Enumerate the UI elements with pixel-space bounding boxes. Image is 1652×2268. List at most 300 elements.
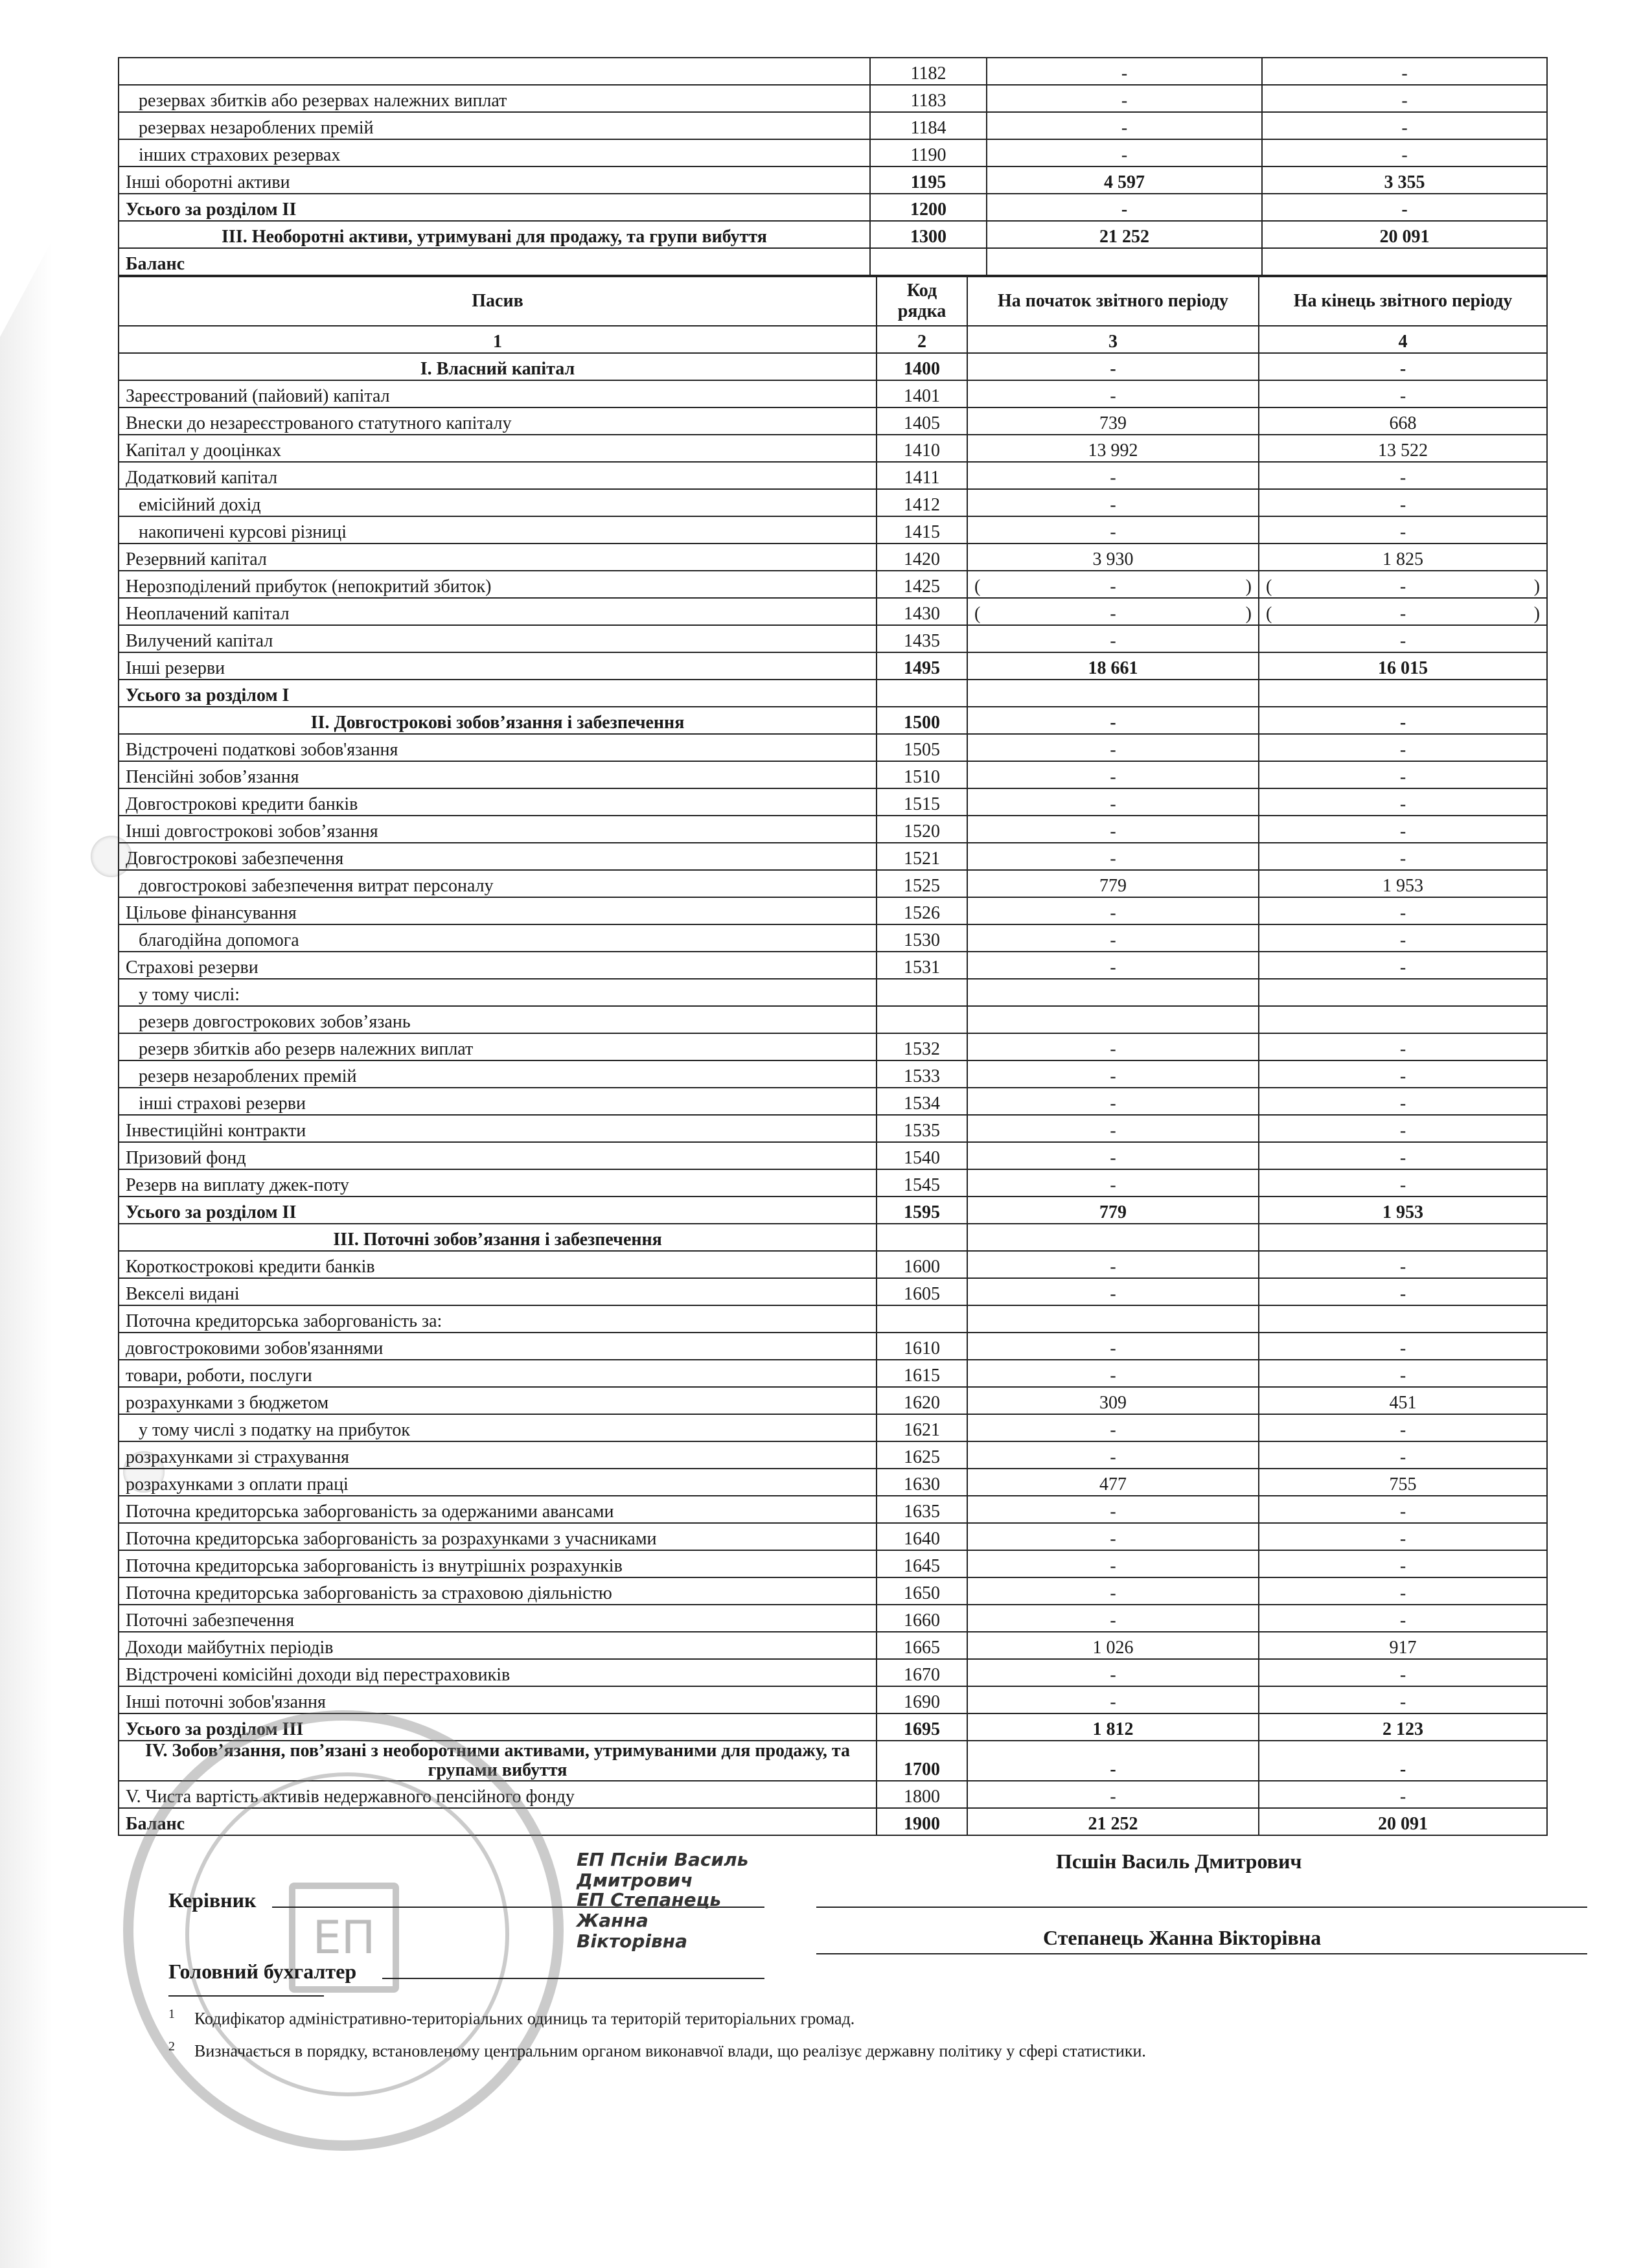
- row-label: II. Довгострокові зобов’язання і забезпечення: [119, 707, 877, 734]
- value-end: -: [1262, 112, 1547, 139]
- table-row: [119, 979, 1547, 1006]
- row-code: 1650: [877, 1577, 967, 1605]
- esign-line: Вікторівна: [577, 1930, 688, 1952]
- row-code: 1401: [877, 380, 967, 407]
- table-row: [119, 1469, 1547, 1496]
- row-label: довгострокові забезпечення витрат персоналу: [119, 870, 877, 897]
- table-row: [119, 1577, 1547, 1605]
- table-row: [119, 1197, 1547, 1224]
- value-end: -: [1259, 952, 1547, 979]
- row-code: 1435: [877, 625, 967, 652]
- row-code: 1510: [877, 761, 967, 788]
- row-label: накопичені курсові різниці: [119, 516, 877, 544]
- row-label: Поточна кредиторська заборгованість за страховою діяльністю: [119, 1577, 877, 1605]
- value-start: -: [967, 1577, 1259, 1605]
- row-label: Нерозподілений прибуток (непокритий збиток): [119, 571, 877, 598]
- table-row: [119, 707, 1547, 734]
- row-code: 1530: [877, 924, 967, 952]
- value-end: -: [1259, 462, 1547, 489]
- value-end: -: [1259, 1523, 1547, 1550]
- footnotes: [168, 1995, 1561, 2071]
- row-label: Векселі видані: [119, 1278, 877, 1305]
- table-row: [119, 761, 1547, 788]
- value-end: 13 522: [1259, 435, 1547, 462]
- row-code: 1195: [870, 166, 987, 194]
- row-code: 1415: [877, 516, 967, 544]
- value-start: -: [967, 1169, 1259, 1197]
- value-start: -: [967, 1251, 1259, 1278]
- value-end: -: [1259, 707, 1547, 734]
- value-start: -: [967, 516, 1259, 544]
- row-label: Інвестиційні контракти: [119, 1115, 877, 1142]
- value-end: [1259, 979, 1547, 1006]
- table-row: [119, 85, 1547, 112]
- value-end: -: [1259, 1278, 1547, 1305]
- value-end: [1259, 598, 1547, 625]
- director-name-line: [816, 1907, 1587, 1908]
- table-row: [119, 1088, 1547, 1115]
- value-start: 779: [967, 1197, 1259, 1224]
- value-end: -: [1259, 1115, 1547, 1142]
- row-code: [877, 1224, 967, 1251]
- accountant-name-line: [816, 1953, 1587, 1954]
- row-label: Доходи майбутніх періодів: [119, 1632, 877, 1659]
- value-end: -: [1259, 1414, 1547, 1441]
- value-start: [967, 979, 1259, 1006]
- value-start: -: [967, 734, 1259, 761]
- row-code: 1635: [877, 1496, 967, 1523]
- value-start: -: [967, 462, 1259, 489]
- row-label: Усього за розділом II: [119, 194, 870, 221]
- row-label: Довгострокові забезпечення: [119, 843, 877, 870]
- table-row: [119, 407, 1547, 435]
- table-row: [119, 1550, 1547, 1577]
- value-start: 21 252: [967, 1808, 1259, 1835]
- value-end: -: [1262, 194, 1547, 221]
- row-label: емісійний дохід: [119, 489, 877, 516]
- row-code: 1610: [877, 1333, 967, 1360]
- row-label: резерв незароблених премій: [119, 1060, 877, 1088]
- value-end: [1259, 1305, 1547, 1333]
- table-row: [119, 194, 1547, 221]
- value-end: -: [1262, 139, 1547, 166]
- value-start: [967, 598, 1259, 625]
- table-row: [119, 248, 1547, 275]
- accountant-label: Головний бухгалтер: [168, 1960, 357, 1983]
- table-row: [119, 1686, 1547, 1713]
- row-label: Баланс: [119, 1808, 877, 1835]
- esign-line: ЕП Псніи Василь: [577, 1849, 749, 1870]
- value-start: 739: [967, 407, 1259, 435]
- value-end: -: [1259, 761, 1547, 788]
- value-end: [1259, 680, 1547, 707]
- row-label: Відстрочені податкові зобов'язання: [119, 734, 877, 761]
- value-start: 779: [967, 870, 1259, 897]
- value-start: -: [967, 1088, 1259, 1115]
- value-start: -: [967, 843, 1259, 870]
- value-start: -: [987, 58, 1262, 85]
- row-label: [119, 58, 870, 85]
- value-end: 1 953: [1259, 1197, 1547, 1224]
- value-end: -: [1259, 788, 1547, 816]
- value-end: -: [1259, 1741, 1547, 1781]
- table-row: [119, 516, 1547, 544]
- paren-close: ): [1533, 604, 1540, 624]
- value-end: -: [1259, 1033, 1547, 1060]
- row-code: 1532: [877, 1033, 967, 1060]
- row-label: Поточна кредиторська заборгованість за:: [119, 1305, 877, 1333]
- value-end: 2 123: [1259, 1713, 1547, 1741]
- footnote-number: 2: [168, 2039, 175, 2054]
- table-row: [119, 952, 1547, 979]
- table-row: [119, 221, 1547, 248]
- row-label: резерв довгострокових зобов’язань: [119, 1006, 877, 1033]
- row-code: 1405: [877, 407, 967, 435]
- table-row: [119, 924, 1547, 952]
- row-code: [877, 1006, 967, 1033]
- value-end: -: [1259, 1142, 1547, 1169]
- value-start: -: [967, 707, 1259, 734]
- table-row: [119, 652, 1547, 680]
- value-start: -: [967, 1523, 1259, 1550]
- esign-line: Дмитрович: [577, 1870, 693, 1891]
- row-label: Усього за розділом I: [119, 680, 877, 707]
- row-code: 1430: [877, 598, 967, 625]
- value-end: -: [1259, 516, 1547, 544]
- header-passive: Пасив: [119, 277, 877, 326]
- row-label: розрахунками з оплати праці: [119, 1469, 877, 1496]
- value-start: -: [967, 1414, 1259, 1441]
- row-label: у тому числі з податку на прибуток: [119, 1414, 877, 1441]
- value-start: [967, 1224, 1259, 1251]
- row-code: 1535: [877, 1115, 967, 1142]
- table-row: [119, 680, 1547, 707]
- table-row: [119, 1251, 1547, 1278]
- table-row: [119, 1659, 1547, 1686]
- value-end: 917: [1259, 1632, 1547, 1659]
- value-end: -: [1259, 1060, 1547, 1088]
- row-code: 1515: [877, 788, 967, 816]
- paren-open: (: [974, 604, 981, 624]
- table-row: [119, 1632, 1547, 1659]
- value-end: -: [1259, 924, 1547, 952]
- table-row: [119, 1414, 1547, 1441]
- value-end: 20 091: [1259, 1808, 1547, 1835]
- row-label: Резерв на виплату джек-поту: [119, 1169, 877, 1197]
- value-end-text: -: [1399, 577, 1406, 597]
- value-end: 16 015: [1259, 652, 1547, 680]
- row-code: 1800: [877, 1781, 967, 1808]
- value-end: 20 091: [1262, 221, 1547, 248]
- value-end: -: [1259, 1659, 1547, 1686]
- row-label: Поточна кредиторська заборгованість із внутрішніх розрахунків: [119, 1550, 877, 1577]
- row-code: 1505: [877, 734, 967, 761]
- row-code: 1400: [877, 353, 967, 380]
- value-start: -: [967, 1033, 1259, 1060]
- row-code: 1605: [877, 1278, 967, 1305]
- row-label: I. Власний капітал: [119, 353, 877, 380]
- row-label: Інші оборотні активи: [119, 166, 870, 194]
- table-row: [119, 1605, 1547, 1632]
- value-end: -: [1259, 1441, 1547, 1469]
- director-esign: [577, 1850, 748, 1891]
- value-end: 668: [1259, 407, 1547, 435]
- table-row: [119, 625, 1547, 652]
- row-code: 1184: [870, 112, 987, 139]
- footnote-text: Кодифікатор адміністративно-територіальних одиниць та територій територіальних громад.: [194, 2009, 855, 2028]
- value-start: 18 661: [967, 652, 1259, 680]
- esign-line: Жанна: [577, 1910, 648, 1931]
- row-label: IV. Зобов’язання, пов’язані з необоротними активами, утримуваними для продажу, та групами вибуття: [119, 1741, 877, 1781]
- value-start: 1 812: [967, 1713, 1259, 1741]
- row-code: 1500: [877, 707, 967, 734]
- value-end: -: [1259, 1781, 1547, 1808]
- row-code: 1521: [877, 843, 967, 870]
- paren-close: ): [1245, 577, 1252, 597]
- value-start: 21 252: [987, 221, 1262, 248]
- value-start: [967, 571, 1259, 598]
- row-label: Інші довгострокові зобов’язання: [119, 816, 877, 843]
- row-code: 1620: [877, 1387, 967, 1414]
- table-row: [119, 897, 1547, 924]
- row-label: Довгострокові кредити банків: [119, 788, 877, 816]
- table-row: [119, 1523, 1547, 1550]
- value-end: -: [1259, 353, 1547, 380]
- value-start: -: [967, 924, 1259, 952]
- table-row: [119, 353, 1547, 380]
- table-row: [119, 1006, 1547, 1033]
- row-code: [877, 1305, 967, 1333]
- value-end: 451: [1259, 1387, 1547, 1414]
- row-label: Поточні забезпечення: [119, 1605, 877, 1632]
- table-row: [119, 544, 1547, 571]
- row-label: III. Необоротні активи, утримувані для продажу, та групи вибуття: [119, 221, 870, 248]
- value-start: -: [967, 1441, 1259, 1469]
- value-start: -: [987, 112, 1262, 139]
- row-label: III. Поточні зобов’язання і забезпечення: [119, 1224, 877, 1251]
- table-row: [119, 1060, 1547, 1088]
- paren-open: (: [1266, 604, 1272, 624]
- row-code: 1670: [877, 1659, 967, 1686]
- row-label: Резервний капітал: [119, 544, 877, 571]
- value-start: -: [967, 353, 1259, 380]
- row-code: 1695: [877, 1713, 967, 1741]
- assets-table-continuation: [118, 57, 1548, 276]
- value-start: 477: [967, 1469, 1259, 1496]
- row-label: Неоплачений капітал: [119, 598, 877, 625]
- value-start: -: [967, 380, 1259, 407]
- footnote-text: Визначається в порядку, встановленому центральним органом виконавчої влади, що реалізує державну політику у сфері статистики.: [194, 2041, 1146, 2061]
- row-label: резервах незароблених премій: [119, 112, 870, 139]
- paren-close: ): [1245, 604, 1252, 624]
- value-end: -: [1259, 734, 1547, 761]
- row-code: 1621: [877, 1414, 967, 1441]
- liabilities-header-row: [119, 277, 1547, 326]
- header-code: Код рядка: [877, 277, 967, 326]
- row-label: Короткострокові кредити банків: [119, 1251, 877, 1278]
- row-code: 1495: [877, 652, 967, 680]
- value-end: -: [1259, 625, 1547, 652]
- value-start: -: [967, 897, 1259, 924]
- value-end: -: [1259, 1333, 1547, 1360]
- footnote: [168, 2039, 1561, 2061]
- table-row: [119, 112, 1547, 139]
- footnote-rule: [168, 1995, 324, 1997]
- table-row: [119, 734, 1547, 761]
- column-number: 2: [877, 326, 967, 353]
- row-label: V. Чиста вартість активів недержавного пенсійного фонду: [119, 1781, 877, 1808]
- value-start: -: [967, 1605, 1259, 1632]
- value-end: -: [1259, 1686, 1547, 1713]
- row-label: Усього за розділом III: [119, 1713, 877, 1741]
- paren-open: (: [974, 577, 981, 597]
- row-code: 1640: [877, 1523, 967, 1550]
- row-label: Внески до незареєстрованого статутного капіталу: [119, 407, 877, 435]
- row-code: 1630: [877, 1469, 967, 1496]
- accountant-signature-line: [382, 1978, 764, 1979]
- column-number: 3: [967, 326, 1259, 353]
- row-code: 1182: [870, 58, 987, 85]
- value-start: -: [967, 1496, 1259, 1523]
- column-number: 1: [119, 326, 877, 353]
- value-start: -: [967, 489, 1259, 516]
- row-code: 1595: [877, 1197, 967, 1224]
- row-label: Інші резерви: [119, 652, 877, 680]
- assets-table-body: [119, 58, 1547, 275]
- row-label: Пенсійні зобов’язання: [119, 761, 877, 788]
- paren-open: (: [1266, 577, 1272, 597]
- row-code: 1425: [877, 571, 967, 598]
- table-row: [119, 1305, 1547, 1333]
- row-label: довгостроковими зобов'язаннями: [119, 1333, 877, 1360]
- table-row: [119, 1333, 1547, 1360]
- table-row: [119, 816, 1547, 843]
- table-row: [119, 1169, 1547, 1197]
- value-start: -: [967, 1659, 1259, 1686]
- value-start: -: [967, 1550, 1259, 1577]
- value-start: 1 026: [967, 1632, 1259, 1659]
- row-label: Страхові резерви: [119, 952, 877, 979]
- row-label: інші страхові резерви: [119, 1088, 877, 1115]
- accountant-esign: [577, 1890, 721, 1952]
- table-row: [119, 462, 1547, 489]
- table-row: [119, 1496, 1547, 1523]
- value-start: [967, 1305, 1259, 1333]
- row-code: 1411: [877, 462, 967, 489]
- value-start: -: [967, 816, 1259, 843]
- value-end: -: [1259, 843, 1547, 870]
- value-start-text: -: [1110, 577, 1116, 597]
- value-end: 755: [1259, 1469, 1547, 1496]
- value-start: -: [967, 1278, 1259, 1305]
- value-end: [1259, 571, 1547, 598]
- value-start: -: [967, 1741, 1259, 1781]
- row-code: 1412: [877, 489, 967, 516]
- row-code: 1690: [877, 1686, 967, 1713]
- row-code: [877, 979, 967, 1006]
- value-end: -: [1259, 380, 1547, 407]
- row-label: Капітал у дооцінках: [119, 435, 877, 462]
- table-row: [119, 1278, 1547, 1305]
- value-end: 3 355: [1262, 166, 1547, 194]
- row-code: 1520: [877, 816, 967, 843]
- table-row: [119, 489, 1547, 516]
- row-code: 1900: [877, 1808, 967, 1835]
- row-label: Усього за розділом II: [119, 1197, 877, 1224]
- row-label: Відстрочені комісійні доходи від перестраховиків: [119, 1659, 877, 1686]
- row-label: Призовий фонд: [119, 1142, 877, 1169]
- value-end: -: [1259, 816, 1547, 843]
- row-label: розрахунками з бюджетом: [119, 1387, 877, 1414]
- row-label: Додатковий капітал: [119, 462, 877, 489]
- row-code: 1625: [877, 1441, 967, 1469]
- row-label: розрахунками зі страхування: [119, 1441, 877, 1469]
- value-end: -: [1262, 58, 1547, 85]
- value-start: -: [967, 1781, 1259, 1808]
- value-start: -: [967, 788, 1259, 816]
- row-label: інших страхових резервах: [119, 139, 870, 166]
- row-code: 1533: [877, 1060, 967, 1088]
- row-code: 1525: [877, 870, 967, 897]
- row-label: Цільове фінансування: [119, 897, 877, 924]
- value-start: [967, 680, 1259, 707]
- table-row: [119, 843, 1547, 870]
- row-code: 1200: [870, 194, 987, 221]
- row-label: Зареєстрований (пайовий) капітал: [119, 380, 877, 407]
- row-label: резерв збитків або резерв належних виплат: [119, 1033, 877, 1060]
- value-end: -: [1259, 897, 1547, 924]
- value-start: -: [987, 85, 1262, 112]
- row-code: [870, 248, 987, 275]
- table-row: [119, 435, 1547, 462]
- row-label: резервах збитків або резервах належних виплат: [119, 85, 870, 112]
- value-end: -: [1259, 1169, 1547, 1197]
- table-row: [119, 1360, 1547, 1387]
- value-end: 1 953: [1259, 870, 1547, 897]
- value-end: -: [1259, 1605, 1547, 1632]
- table-row: [119, 1115, 1547, 1142]
- row-code: 1183: [870, 85, 987, 112]
- row-label: Поточна кредиторська заборгованість за розрахунками з учасниками: [119, 1523, 877, 1550]
- row-code: 1700: [877, 1741, 967, 1781]
- liabilities-table: [118, 276, 1548, 1836]
- value-end: [1259, 1224, 1547, 1251]
- row-code: 1540: [877, 1142, 967, 1169]
- row-code: 1190: [870, 139, 987, 166]
- value-end: -: [1259, 1360, 1547, 1387]
- row-code: 1531: [877, 952, 967, 979]
- value-end: -: [1259, 1496, 1547, 1523]
- row-code: [877, 680, 967, 707]
- value-start: -: [967, 1142, 1259, 1169]
- footnote: [168, 2007, 1561, 2029]
- value-start: -: [967, 952, 1259, 979]
- row-code: 1545: [877, 1169, 967, 1197]
- table-row: [119, 58, 1547, 85]
- value-start: 3 930: [967, 544, 1259, 571]
- row-code: 1665: [877, 1632, 967, 1659]
- row-label: Баланс: [119, 248, 870, 275]
- value-start: [967, 1006, 1259, 1033]
- row-code: 1420: [877, 544, 967, 571]
- table-row: [119, 139, 1547, 166]
- table-row: [119, 870, 1547, 897]
- value-end: -: [1259, 1577, 1547, 1605]
- footnote-number: 1: [168, 2007, 175, 2021]
- value-end: [1262, 248, 1547, 275]
- table-row: [119, 380, 1547, 407]
- table-row: [119, 1387, 1547, 1414]
